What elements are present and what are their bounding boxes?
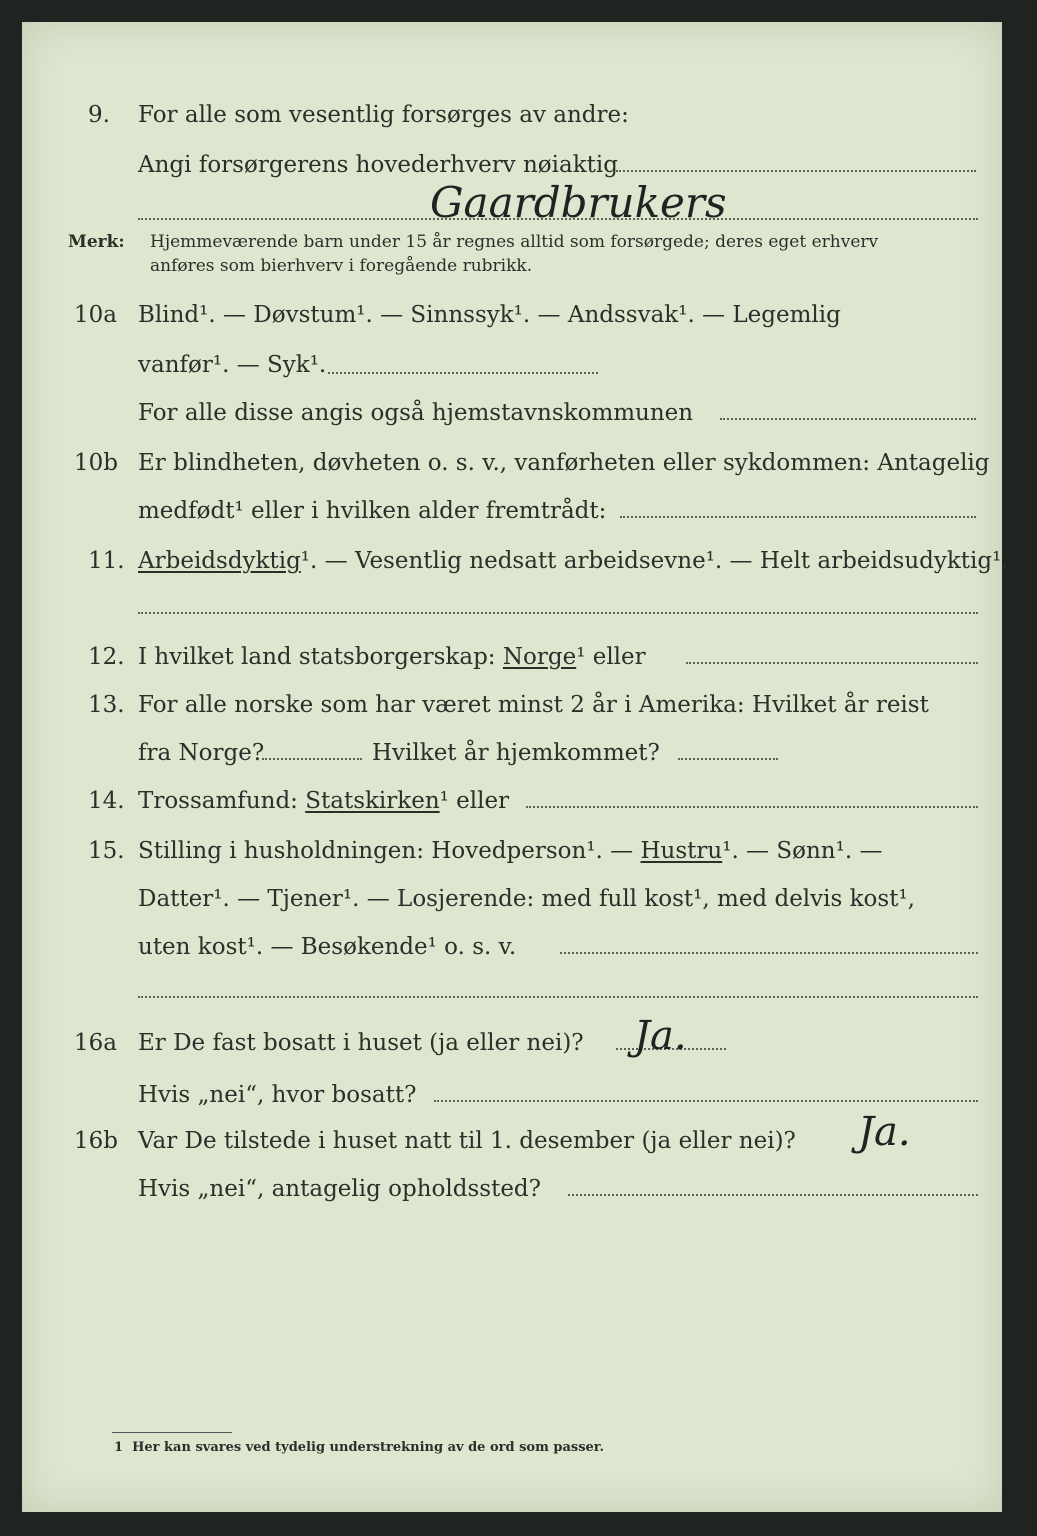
- q14-underlined-option: Statskirken: [305, 788, 440, 814]
- q10a-line2: vanfør¹. — Syk¹.: [138, 352, 327, 378]
- q10b-answer-line: [620, 516, 976, 518]
- q16a-bosatt-line: [434, 1100, 978, 1102]
- q12-line: [138, 646, 646, 669]
- q16b-line1: Var De tilstede i huset natt til 1. desember (ja eller nei)?: [138, 1128, 796, 1154]
- q10a-number: 10a: [74, 302, 117, 328]
- q11-line: [138, 550, 1009, 573]
- q9-dotted-line: [616, 170, 976, 172]
- q15-line3: uten kost¹. — Besøkende¹ o. s. v.: [138, 934, 517, 960]
- q15-underlined-option: Hustru: [640, 838, 723, 864]
- q10b-line2: medfødt¹ eller i hvilken alder fremtrådt:: [138, 498, 607, 524]
- q9-number: 9.: [88, 102, 110, 128]
- q9-line2: Angi forsørgerens hovederhverv nøiaktig: [138, 152, 618, 178]
- q9-line1: For alle som vesentlig forsørges av andre:: [138, 102, 629, 128]
- q14-answer-line: [526, 806, 978, 808]
- q11-number: 11.: [88, 548, 125, 574]
- q16a-number: 16a: [74, 1030, 117, 1056]
- q10a-kommune-line: [720, 418, 976, 420]
- q10a-syk-line: [328, 372, 598, 374]
- q16b-opholdssted-line: [568, 1194, 978, 1196]
- q16a-handwritten-answer: Ja.: [634, 1013, 687, 1059]
- q13-line1: For alle norske som har været minst 2 år i Amerika: Hvilket år reist: [138, 692, 929, 718]
- q13-reist-line: [262, 758, 362, 760]
- q10b-number: 10b: [74, 450, 118, 476]
- q10b-line1: Er blindheten, døvheten o. s. v., vanførheten eller sykdommen: Antagelig: [138, 450, 990, 476]
- q15-line2: Datter¹. — Tjener¹. — Losjerende: med full kost¹, med delvis kost¹,: [138, 886, 915, 912]
- q12-underlined-option: Norge: [502, 644, 577, 670]
- q14-line: [138, 790, 509, 813]
- q15-post: ¹. — Sønn¹. —: [722, 838, 883, 864]
- footnote: [114, 1440, 604, 1455]
- q10a-line1: Blind¹. — Døvstum¹. — Sinnssyk¹. — Andssvak¹. — Legemlig: [138, 302, 841, 328]
- q15-line1: [138, 840, 882, 863]
- q15-extra-line: [138, 996, 978, 998]
- q11-answer-line: [138, 612, 978, 614]
- q14-post: ¹ eller: [439, 788, 510, 814]
- census-form-page: [22, 22, 1009, 1512]
- q16a-line2: Hvis „nei“, hvor bosatt?: [138, 1082, 417, 1108]
- q13-number: 13.: [88, 692, 125, 718]
- footnote-mark: 1: [114, 1440, 124, 1455]
- q15-pre: Stilling i husholdningen: Hovedperson¹. —: [138, 838, 641, 864]
- q14-number: 14.: [88, 788, 125, 814]
- merk-line1: Hjemmeværende barn under 15 år regnes alltid som forsørgede; deres eget erhverv: [150, 232, 879, 252]
- q12-post: ¹ eller: [576, 644, 646, 670]
- q15-answer-line: [560, 952, 978, 954]
- q15-number: 15.: [88, 838, 125, 864]
- q16b-line2: Hvis „nei“, antagelig opholdssted?: [138, 1176, 541, 1202]
- q9-handwritten-answer: Gaardbrukers: [430, 178, 727, 227]
- q13-line2b: Hvilket år hjemkommet?: [372, 740, 660, 766]
- q11-underlined-option: Arbeidsdyktig: [138, 548, 301, 574]
- merk-line2: anføres som bierhverv i foregående rubrikk.: [150, 256, 533, 276]
- q16b-number: 16b: [74, 1128, 118, 1154]
- q12-number: 12.: [88, 644, 125, 670]
- q14-pre: Trossamfund:: [138, 788, 306, 814]
- merk-label: Merk:: [68, 232, 125, 252]
- footnote-rule: [112, 1432, 232, 1433]
- footnote-text: Her kan svares ved tydelig understrekning av de ord som passer.: [132, 1440, 604, 1455]
- q16a-line1: Er De fast bosatt i huset (ja eller nei)?: [138, 1030, 584, 1056]
- q11-rest: ¹. — Vesentlig nedsatt arbeidsevne¹. — Helt arbeidsudyktig¹.: [300, 548, 1009, 574]
- q16b-handwritten-answer: Ja.: [858, 1109, 911, 1155]
- q9-answer-line: [138, 218, 978, 220]
- q13-line2a: fra Norge?: [138, 740, 265, 766]
- q10a-line3: For alle disse angis også hjemstavnskommunen: [138, 400, 694, 426]
- q12-pre: I hvilket land statsborgerskap:: [138, 644, 503, 670]
- q13-hjemkommet-line: [678, 758, 778, 760]
- q12-answer-line: [686, 662, 978, 664]
